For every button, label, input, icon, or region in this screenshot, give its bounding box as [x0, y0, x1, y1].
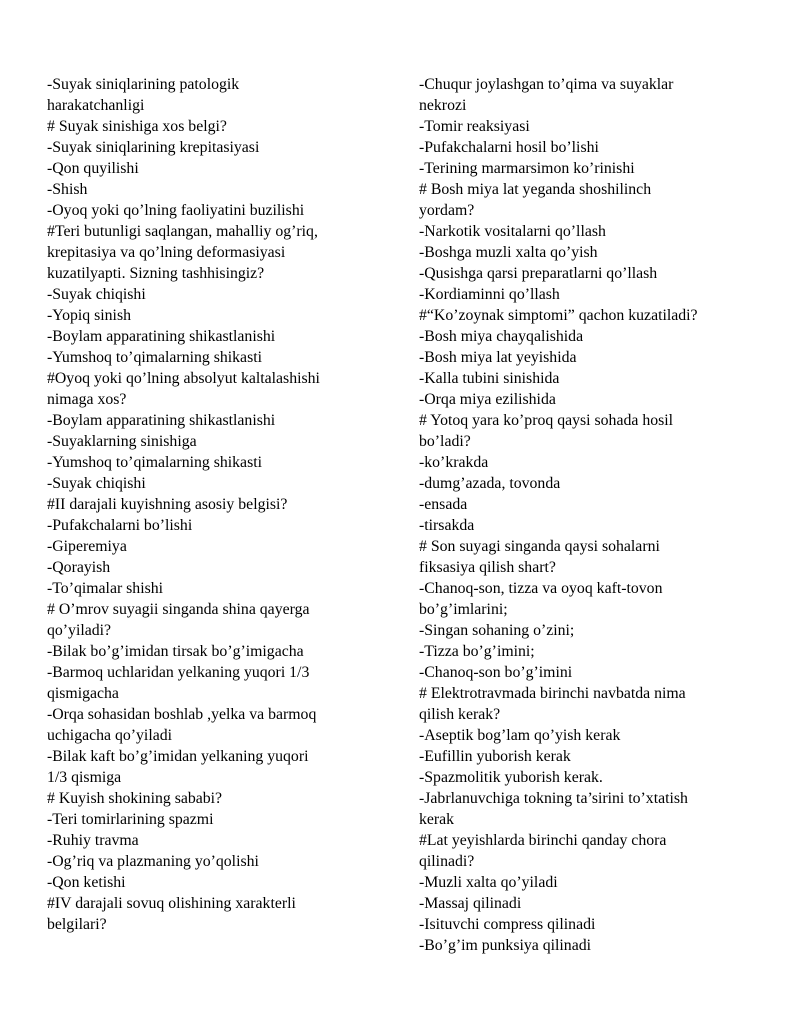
question-line: # Son suyagi singanda qaysi sohalarni: [419, 538, 660, 555]
text-line: -Suyak siniqlarining patologik: [47, 76, 240, 93]
text-line: -Aseptik bog’lam qo’yish kerak: [419, 727, 621, 744]
text-line: -Barmoq uchlaridan yelkaning yuqori 1/3: [47, 664, 310, 681]
text-line: -Yopiq sinish: [47, 307, 131, 324]
question-line: #Lat yeyishlarda birinchi qanday chora: [419, 832, 667, 849]
text-line: -Kordiaminni qo’llash: [419, 286, 560, 303]
text-line: uchigacha qo’yiladi: [47, 727, 173, 744]
text-line: -Oyoq yoki qo’lning faoliyatini buzilishi: [47, 202, 305, 219]
text-line: -Pufakchalarni hosil bo’lishi: [419, 139, 599, 156]
text-line: -Chanoq-son, tizza va oyoq kaft-tovon: [419, 580, 663, 597]
text-line: -Eufillin yuborish kerak: [419, 748, 571, 765]
text-line: -Yumshoq to’qimalarning shikasti: [47, 349, 262, 366]
text-line: -Chuqur joylashgan to’qima va suyaklar: [419, 76, 674, 93]
text-line: -Suyak siniqlarining krepitasiyasi: [47, 139, 260, 156]
question-line: # Yotoq yara ko’proq qaysi sohada hosil: [419, 412, 674, 429]
text-line: qismigacha: [47, 685, 119, 702]
question-line: #II darajali kuyishning asosiy belgisi?: [47, 496, 288, 513]
question-line: # Kuyish shokining sababi?: [47, 790, 223, 807]
text-line: kerak: [419, 811, 455, 828]
text-line: kuzatilyapti. Sizning tashhisingiz?: [47, 265, 265, 282]
text-line: qo’yiladi?: [47, 622, 112, 639]
question-line: #IV darajali sovuq olishining xarakterli: [47, 895, 296, 912]
text-line: -Spazmolitik yuborish kerak.: [419, 769, 603, 786]
text-line: -Bosh miya chayqalishida: [419, 328, 584, 345]
text-line: -tirsakda: [419, 517, 475, 534]
text-line: yordam?: [419, 202, 475, 219]
text-line: bo’ladi?: [419, 433, 471, 450]
question-line: # Elektrotravmada birinchi navbatda nima: [419, 685, 686, 702]
text-line: -To’qimalar shishi: [47, 580, 164, 597]
text-line: bo’g’imlarini;: [419, 601, 508, 618]
text-line: -Suyak chiqishi: [47, 286, 146, 303]
text-line: -Suyak chiqishi: [47, 475, 146, 492]
text-line: nekrozi: [419, 97, 467, 114]
question-line: # Suyak sinishiga xos belgi?: [47, 118, 227, 135]
text-line: -Qorayish: [47, 559, 111, 576]
text-line: krepitasiya va qo’lning deformasiyasi: [47, 244, 286, 261]
text-line: -Og’riq va plazmaning yo’qolishi: [47, 853, 259, 870]
text-line: -Qon quyilishi: [47, 160, 139, 177]
text-line: -Orqa sohasidan boshlab ,yelka va barmoq: [47, 706, 317, 723]
text-line: -dumg’azada, tovonda: [419, 475, 561, 492]
text-line: -ko’krakda: [419, 454, 489, 471]
question-line: # Bosh miya lat yeganda shoshilinch: [419, 181, 652, 198]
text-line: -Suyaklarning sinishiga: [47, 433, 197, 450]
text-line: nimaga xos?: [47, 391, 127, 408]
text-line: belgilari?: [47, 916, 107, 933]
question-line: #“Ko’zoynak simptomi” qachon kuzatiladi?: [419, 307, 698, 324]
text-line: -Bilak bo’g’imidan tirsak bo’g’imigacha: [47, 643, 304, 660]
text-line: -Chanoq-son bo’g’imini: [419, 664, 573, 681]
question-line: # O’mrov suyagii singanda shina qayerga: [47, 601, 310, 618]
text-line: -Bilak kaft bo’g’imidan yelkaning yuqori: [47, 748, 309, 765]
text-line: -Yumshoq to’qimalarning shikasti: [47, 454, 262, 471]
text-line: -Qusishga qarsi preparatlarni qo’llash: [419, 265, 658, 282]
text-line: fiksasiya qilish shart?: [419, 559, 556, 576]
text-line: -Jabrlanuvchiga tokning ta’sirini to’xtatish: [419, 790, 688, 807]
text-line: -Ruhiy travma: [47, 832, 139, 849]
text-line: -Boylam apparatining shikastlanishi: [47, 412, 276, 429]
text-line: -Massaj qilinadi: [419, 895, 522, 912]
text-line: -Boshga muzli xalta qo’yish: [419, 244, 598, 261]
text-line: -Teri tomirlarining spazmi: [47, 811, 214, 828]
text-line: -Qon ketishi: [47, 874, 126, 891]
text-line: harakatchanligi: [47, 97, 145, 114]
question-line: #Teri butunligi saqlangan, mahalliy og’riq,: [47, 223, 318, 240]
text-line: -Boylam apparatining shikastlanishi: [47, 328, 276, 345]
text-line: -Bo’g’im punksiya qilinadi: [419, 937, 591, 954]
text-line: -Tizza bo’g’imini;: [419, 643, 535, 660]
text-line: -Kalla tubini sinishida: [419, 370, 560, 387]
text-line: -Narkotik vositalarni qo’llash: [419, 223, 606, 240]
text-line: -Terining marmarsimon ko’rinishi: [419, 160, 635, 177]
text-line: -Orqa miya ezilishida: [419, 391, 556, 408]
text-line: qilish kerak?: [419, 706, 501, 723]
text-line: -Singan sohaning o’zini;: [419, 622, 575, 639]
text-line: -Giperemiya: [47, 538, 127, 555]
question-line: #Oyoq yoki qo’lning absolyut kaltalashishi: [47, 370, 320, 387]
left-column: [47, 74, 377, 935]
text-line: -Pufakchalarni bo’lishi: [47, 517, 193, 534]
text-line: -Shish: [47, 181, 88, 198]
text-line: 1/3 qismiga: [47, 769, 122, 786]
text-line: -ensada: [419, 496, 468, 513]
text-line: qilinadi?: [419, 853, 475, 870]
text-line: -Bosh miya lat yeyishida: [419, 349, 577, 366]
text-line: -Isituvchi compress qilinadi: [419, 916, 596, 933]
right-column: [419, 74, 754, 956]
text-line: -Muzli xalta qo’yiladi: [419, 874, 558, 891]
text-line: -Tomir reaksiyasi: [419, 118, 530, 135]
